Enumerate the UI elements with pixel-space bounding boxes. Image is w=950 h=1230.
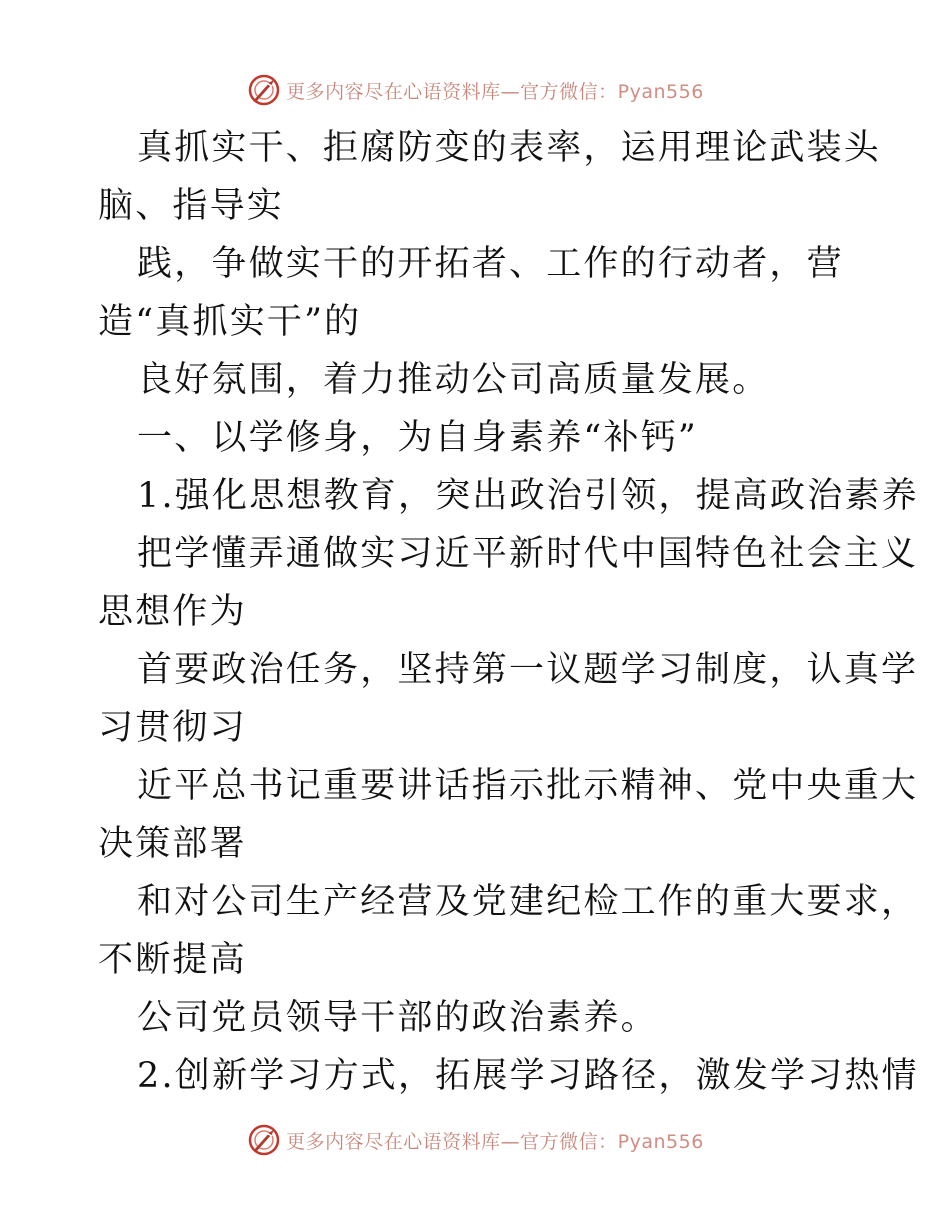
paragraph-line: 不断提高 — [98, 940, 247, 980]
wechat-id: Pyan556 — [617, 80, 704, 103]
paragraph-line: 思想作为 — [98, 592, 247, 632]
subsection-heading: 2.创新学习方式，拓展学习路径，激发学习热情 — [137, 1056, 919, 1096]
subsection-heading: 1.强化思想教育，突出政治引领，提高政治素养 — [137, 476, 919, 516]
quill-logo-icon — [246, 1122, 282, 1158]
paragraph-line: 公司党员领导干部的政治素养。 — [137, 998, 658, 1038]
paragraph-line: 近平总书记重要讲话指示批示精神、党中央重大 — [137, 766, 919, 806]
paragraph-line: 践，争做实干的开拓者、工作的行动者，营 — [137, 244, 844, 284]
wechat-id: Pyan556 — [617, 1130, 704, 1153]
paragraph-line: 造“真抓实干”的 — [98, 302, 362, 342]
paragraph-line: 首要政治任务，坚持第一议题学习制度，认真学 — [137, 650, 919, 690]
section-heading: 一、以学修身，为自身素养“补钙” — [137, 418, 698, 458]
quill-logo-icon — [246, 72, 282, 108]
header-watermark — [0, 70, 950, 110]
watermark-text: 更多内容尽在心语资料库—官方微信：Pyan556 — [286, 1130, 704, 1153]
paragraph-line: 决策部署 — [98, 824, 247, 864]
footer-watermark — [0, 1120, 950, 1160]
paragraph-line: 脑、指导实 — [98, 186, 285, 226]
paragraph-line: 习贯彻习 — [98, 708, 247, 748]
paragraph-line: 真抓实干、拒腐防变的表率，运用理论武装头 — [137, 128, 882, 168]
paragraph-line: 和对公司生产经营及党建纪检工作的重大要求， — [137, 882, 919, 922]
paragraph-line: 把学懂弄通做实习近平新时代中国特色社会主义 — [137, 534, 919, 574]
watermark-text: 更多内容尽在心语资料库—官方微信：Pyan556 — [286, 80, 704, 103]
paragraph-line: 良好氛围，着力推动公司高质量发展。 — [137, 360, 770, 400]
